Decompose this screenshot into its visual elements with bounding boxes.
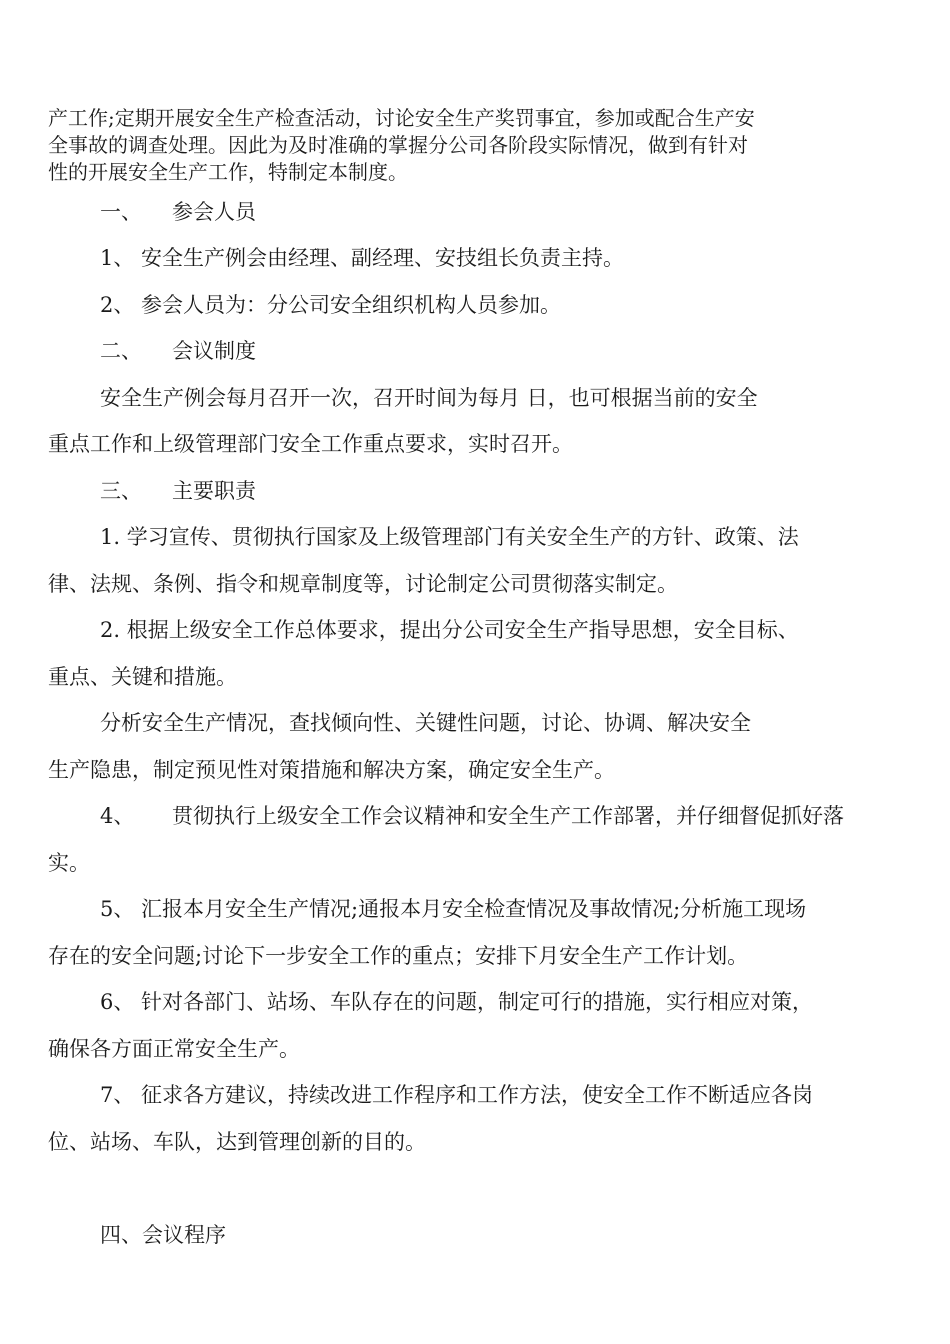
duty-3-line-2: 生产隐患，制定预见性对策措施和解决方案，确定安全生产。	[48, 758, 615, 782]
duty-6-line-1: 6、 针对各部门、站场、车队存在的问题，制定可行的措施，实行相应对策，	[100, 990, 814, 1014]
duty-5-line-2: 存在的安全问题;讨论下一步安全工作的重点；安排下月安全生产工作计划。	[48, 944, 749, 968]
section-1-item-2: 2、 参会人员为：分公司安全组织机构人员参加。	[100, 293, 562, 317]
section-3-number: 三、	[100, 479, 142, 503]
duty-4-line-1: 贯彻执行上级安全工作会议精神和安全生产工作部署，并仔细督促抓好落	[172, 804, 844, 828]
section-3-title: 主要职责	[172, 479, 256, 503]
section-1-title: 参会人员	[172, 200, 256, 224]
intro-line-2: 全事故的调查处理。因此为及时准确的掌握分公司各阶段实际情况，做到有针对	[48, 133, 748, 157]
duty-5-line-1: 5、 汇报本月安全生产情况;通报本月安全检查情况及事故情况;分析施工现场	[100, 897, 807, 921]
section-2-para-line-2: 重点工作和上级管理部门安全工作重点要求，实时召开。	[48, 432, 573, 456]
section-1-number: 一、	[100, 200, 142, 224]
section-2-number: 二、	[100, 339, 142, 363]
duty-6-line-2: 确保各方面正常安全生产。	[48, 1037, 300, 1061]
duty-7-line-2: 位、站场、车队，达到管理创新的目的。	[48, 1130, 426, 1154]
section-2-title: 会议制度	[172, 339, 256, 363]
duty-3-line-1: 分析安全生产情况，查找倾向性、关键性问题，讨论、协调、解决安全	[100, 711, 751, 735]
section-4-title: 四、会议程序	[100, 1223, 226, 1247]
duty-2-line-1: 2. 根据上级安全工作总体要求，提出分公司安全生产指导思想，安全目标、	[100, 618, 799, 642]
intro-line-3: 性的开展安全生产工作，特制定本制度。	[48, 160, 408, 184]
duty-1-line-2: 律、法规、条例、指令和规章制度等，讨论制定公司贯彻落实制定。	[48, 572, 678, 596]
section-2-para-line-1: 安全生产例会每月召开一次，召开时间为每月 日，也可根据当前的安全	[100, 386, 758, 410]
duty-1-line-1: 1. 学习宣传、贯彻执行国家及上级管理部门有关安全生产的方针、政策、法	[100, 525, 799, 549]
duty-4-number: 4、	[100, 804, 135, 828]
duty-7-line-1: 7、 征求各方建议，持续改进工作程序和工作方法，使安全工作不断适应各岗	[100, 1083, 814, 1107]
intro-line-1: 产工作;定期开展安全生产检查活动，讨论安全生产奖罚事宜，参加或配合生产安	[48, 106, 755, 130]
duty-2-line-2: 重点、关键和措施。	[48, 665, 237, 689]
section-1-item-1: 1、 安全生产例会由经理、副经理、安技组长负责主持。	[100, 246, 625, 270]
duty-4-line-2: 实。	[48, 851, 90, 875]
